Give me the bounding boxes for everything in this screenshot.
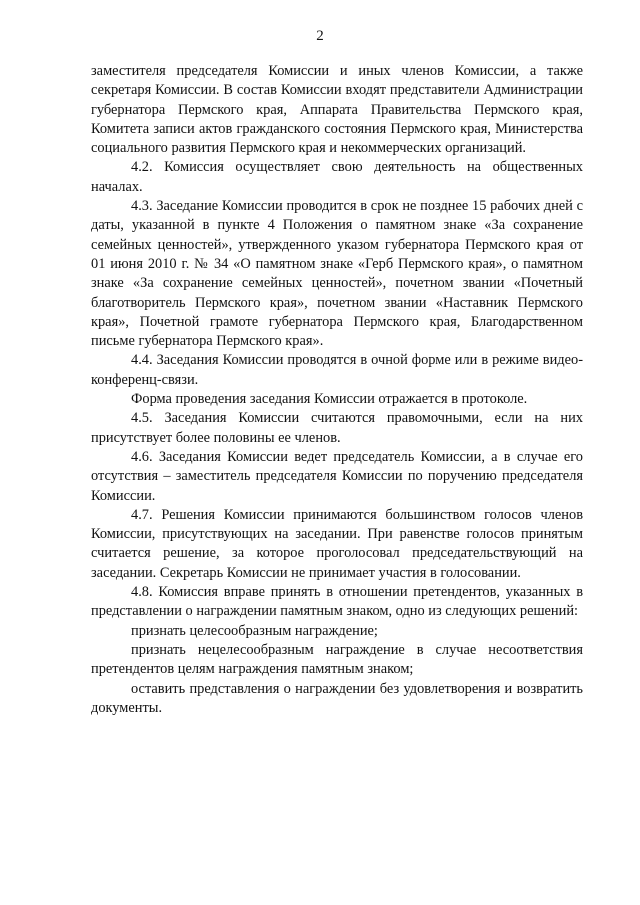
document-body — [91, 62, 583, 718]
paragraph-decision-return: оставить представления о награждении без удовлетворения и возвратить документы. — [91, 680, 583, 716]
paragraph-4-7: 4.7. Решения Комиссии принимаются большинством голосов членов Комиссии, присутствующих на заседании. При равенстве голосов принятым считается решение, за которое проголосовал председательствующий на заседании. Секретарь Комиссии не принимает участия в голосовании. — [91, 506, 583, 581]
paragraph-4-3: 4.3. Заседание Комиссии проводится в срок не позднее 15 рабочих дней с даты, указанной в пункте 4 Положения о памятном знаке «За сохранение семейных ценностей», утвержденного указом губернатора Пермского края от 01 июня 2010 г. № 34 «О памятном знаке «Герб Пермского края», о памятном знаке «За сохранение семейных ценностей», почетном звании «Почетный благотворитель Пермского края», почетном звании «Наставник Пермского края», Почетной грамоте губернатора Пермского края, Благодарственном письме губернатора Пермского края». — [91, 198, 583, 350]
page-number: 2 — [316, 28, 324, 44]
paragraph-meeting-form: Форма проведения заседания Комиссии отражается в протоколе. — [131, 391, 528, 408]
paragraph-decision-approve: признать целесообразным награждение; — [131, 622, 378, 639]
paragraph-4-2: 4.2. Комиссия осуществляет свою деятельность на общественных началах. — [91, 159, 583, 195]
paragraph-4-4: 4.4. Заседания Комиссии проводятся в очной форме или в режиме видео-конференц-связи. — [91, 352, 583, 388]
paragraph-commission-composition: заместителя председателя Комиссии и иных членов Комиссии, а также секретаря Комиссии. В состав Комиссии входят представители Администрации губернатора Пермского края, Аппарата Правительства Пермского края, Комитета записи актов гражданского состояния Пермского края, Министерства социального развития Пермского края и некоммерческих организаций. — [91, 63, 583, 157]
paragraph-4-5: 4.5. Заседания Комиссии считаются правомочными, если на них присутствует более половины ее членов. — [91, 410, 583, 446]
paragraph-decision-reject: признать нецелесообразным награждение в случае несоответствия претендентов целям награждения памятным знаком; — [91, 641, 583, 678]
paragraph-4-8: 4.8. Комиссия вправе принять в отношении претендентов, указанных в представлении о награждении памятным знаком, одно из следующих решений: — [91, 584, 583, 620]
paragraph-4-6: 4.6. Заседания Комиссии ведет председатель Комиссии, а в случае его отсутствия – заместитель председателя Комиссии по поручению председателя Комиссии. — [91, 448, 583, 504]
